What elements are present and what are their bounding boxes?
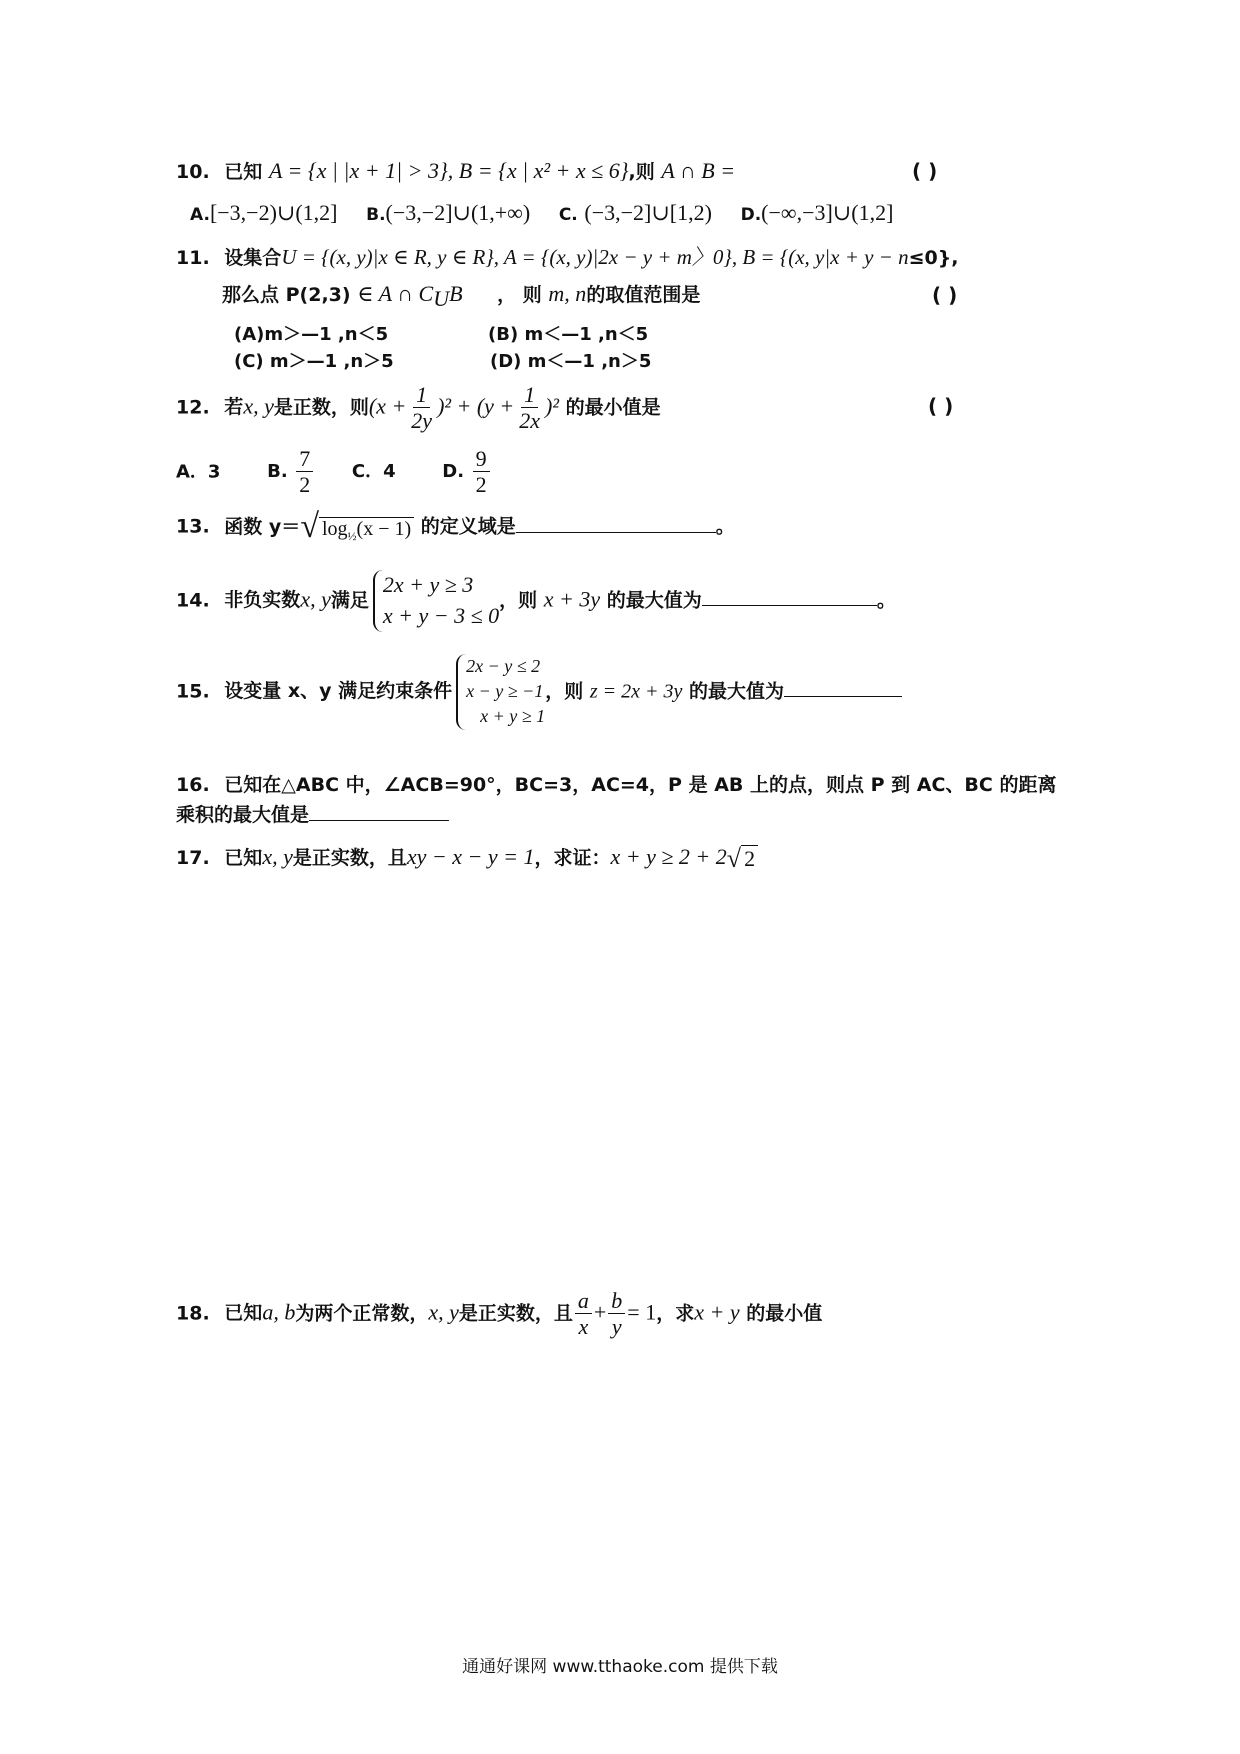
- question-text: 是正实数，且: [458, 1302, 573, 1325]
- question-number: 14.: [176, 589, 210, 612]
- question-10-options: [190, 200, 893, 226]
- math-expression: m, n: [548, 281, 587, 306]
- numerator: a: [575, 1288, 592, 1314]
- option-value: (−3,−2]∪(1,+∞): [385, 200, 531, 225]
- constraint: x − y ≥ −1: [466, 681, 544, 702]
- question-number: 12.: [176, 396, 210, 419]
- question-number: 13.: [176, 515, 210, 538]
- option-label: D.: [740, 205, 762, 225]
- question-stem: 已知: [224, 161, 263, 183]
- fraction: [575, 1288, 592, 1340]
- option-d-fraction: [473, 446, 490, 498]
- answer-blank: [702, 605, 877, 606]
- math-expression: )² + (y +: [437, 393, 515, 419]
- math-expression: a, b: [262, 1299, 296, 1325]
- question-text: 满足: [330, 589, 369, 612]
- numerator: 1: [521, 382, 538, 408]
- math-expression: x + y: [694, 1299, 740, 1325]
- question-11: [176, 241, 959, 271]
- option-label: C.: [558, 205, 578, 225]
- math-expression: A ∩ B =: [661, 158, 736, 183]
- question-16-line2: [176, 800, 449, 827]
- question-stem: 设集合: [224, 247, 282, 269]
- question-text: ， 则: [497, 284, 542, 306]
- question-stem: 已知: [224, 1302, 263, 1325]
- constraint: x + y − 3 ≤ 0: [382, 602, 500, 628]
- question-text: 为两个正常数，: [295, 1302, 429, 1325]
- question-15: [176, 654, 902, 730]
- question-12: [176, 382, 661, 434]
- question-text: 是正数，则: [273, 396, 369, 419]
- question-10: [176, 157, 735, 184]
- option-c: C．4: [351, 461, 396, 483]
- math-expression: x, y: [262, 844, 293, 869]
- denominator: x: [578, 1314, 589, 1340]
- radical-sign: √: [300, 508, 319, 545]
- math-expression: x, y: [243, 393, 274, 419]
- constraint: 2x + y ≥ 3: [382, 572, 474, 597]
- question-text: ≤0},: [908, 247, 959, 269]
- question-number: 17.: [176, 847, 210, 869]
- constraint: x + y ≥ 1: [480, 706, 546, 727]
- math-expression: (x +: [368, 393, 407, 419]
- constraint-system: [456, 654, 545, 730]
- answer-blank: [309, 820, 449, 821]
- answer-paren: ( ): [912, 159, 938, 183]
- question-text: 的最大值为: [606, 589, 702, 612]
- log-base: ½: [347, 529, 357, 543]
- option-d: (D) m＜—1 ,n＞5: [490, 351, 652, 372]
- question-text: 的定义域是: [420, 515, 516, 538]
- denominator: 2y: [411, 408, 433, 434]
- answer-paren: ( ): [932, 283, 958, 307]
- option-d: D.: [442, 461, 465, 483]
- numerator: 7: [296, 446, 313, 472]
- question-text: ，则: [499, 589, 538, 612]
- question-text: 。: [715, 515, 735, 538]
- option-value: (−3,−2]∪[1,2): [584, 200, 712, 225]
- numerator: b: [608, 1288, 625, 1314]
- answer-blank: [516, 532, 716, 533]
- question-text: ，求证：: [534, 847, 611, 869]
- math-expression: = 1: [627, 1299, 657, 1325]
- option-b-fraction: [296, 446, 313, 498]
- constraint-system: [373, 570, 499, 632]
- question-14: [176, 570, 896, 632]
- question-text: ，则: [545, 680, 584, 703]
- question-number: 10.: [176, 161, 210, 183]
- math-expression: z = 2x + 3y: [589, 680, 683, 703]
- radical-sign: √: [726, 844, 742, 873]
- numerator: 1: [413, 382, 430, 408]
- question-text: 的最小值: [746, 1302, 823, 1325]
- question-text: 的最大值为: [688, 680, 784, 703]
- question-stem: 已知在△ABC 中，∠ACB=90°，BC=3，AC=4，P 是 AB 上的点，则点 P 到 AC、BC 的距离: [224, 774, 1057, 796]
- question-stem: 若: [224, 396, 244, 419]
- option-value: (−∞,−3]∪(1,2]: [761, 200, 894, 225]
- math-expression: B: [449, 281, 463, 306]
- square-root: [727, 845, 758, 872]
- denominator: y: [611, 1314, 622, 1340]
- fraction: [516, 382, 543, 434]
- math-expression: x + y ≥ 2 + 2: [610, 844, 727, 869]
- question-text: 的取值范围是: [586, 284, 701, 306]
- question-13: [176, 510, 735, 544]
- numerator: 9: [473, 446, 490, 472]
- answer-blank: [784, 696, 902, 697]
- question-number: 18.: [176, 1302, 210, 1325]
- option-c: (C) m＞—1 ,n＞5: [234, 351, 394, 372]
- math-expression: U = {(x, y)|x ∈ R, y ∈ R}, A = {(x, y)|2x − y + m〉0}, B = {(x, y|x + y − n: [281, 245, 909, 269]
- question-18: [176, 1288, 822, 1340]
- question-16: [176, 770, 1056, 797]
- question-17: [176, 843, 758, 872]
- radicand: 2: [741, 845, 758, 872]
- math-expression: xy − x − y = 1: [406, 844, 535, 869]
- page-footer: 通通好课网 www.tthaoke.com 提供下载: [462, 1657, 778, 1677]
- question-stem: 函数 y＝: [224, 515, 301, 538]
- math-expression: x + 3y: [543, 586, 601, 612]
- question-number: 15.: [176, 680, 210, 703]
- option-a: (A)m＞—1 ,n＜5: [234, 324, 389, 345]
- math-expression: x, y: [428, 1299, 459, 1325]
- radicand: [319, 517, 414, 544]
- question-12-options: [176, 446, 492, 498]
- constraint: 2x − y ≤ 2: [466, 656, 541, 676]
- question-stem: 已知: [224, 847, 263, 869]
- math-expression: )²: [545, 393, 559, 419]
- question-text: 的最小值是: [565, 396, 661, 419]
- question-text: 是正实数，且: [292, 847, 407, 869]
- option-b: B.: [267, 461, 288, 483]
- question-stem: 设变量 x、y 满足约束条件: [224, 680, 453, 703]
- math-expression: A = {x | |x + 1| > 3}, B = {x | x² + x ≤ 6}: [268, 158, 629, 183]
- option-a: A．3: [176, 461, 221, 483]
- math-expression: ∈ A ∩ C: [357, 281, 434, 306]
- question-text: 。: [876, 589, 896, 612]
- square-root: [300, 510, 414, 544]
- option-b: (B) m＜—1 ,n＜5: [488, 324, 649, 345]
- math-operator: +: [593, 1299, 607, 1325]
- question-text: ,则: [628, 161, 655, 183]
- log-function: log: [321, 518, 348, 540]
- answer-paren: ( ): [928, 394, 954, 418]
- question-number: 16.: [176, 774, 210, 796]
- question-text: ，求: [656, 1302, 695, 1325]
- question-text: 乘积的最大值是: [176, 804, 310, 826]
- fraction: [608, 1288, 625, 1340]
- log-argument: (x − 1): [356, 518, 412, 540]
- question-11-line2: [222, 280, 700, 312]
- math-expression: x, y: [300, 586, 331, 612]
- denominator: 2x: [519, 408, 541, 434]
- question-number: 11.: [176, 247, 210, 269]
- option-label: A.: [190, 205, 210, 225]
- denominator: 2: [475, 472, 487, 498]
- option-value: [−3,−2)∪(1,2]: [209, 200, 338, 225]
- denominator: 2: [299, 472, 311, 498]
- fraction: [408, 382, 435, 434]
- option-label: B.: [366, 205, 386, 225]
- question-text: 那么点 P(2,3): [222, 284, 351, 306]
- question-stem: 非负实数: [224, 589, 301, 612]
- math-subscript: U: [433, 285, 450, 311]
